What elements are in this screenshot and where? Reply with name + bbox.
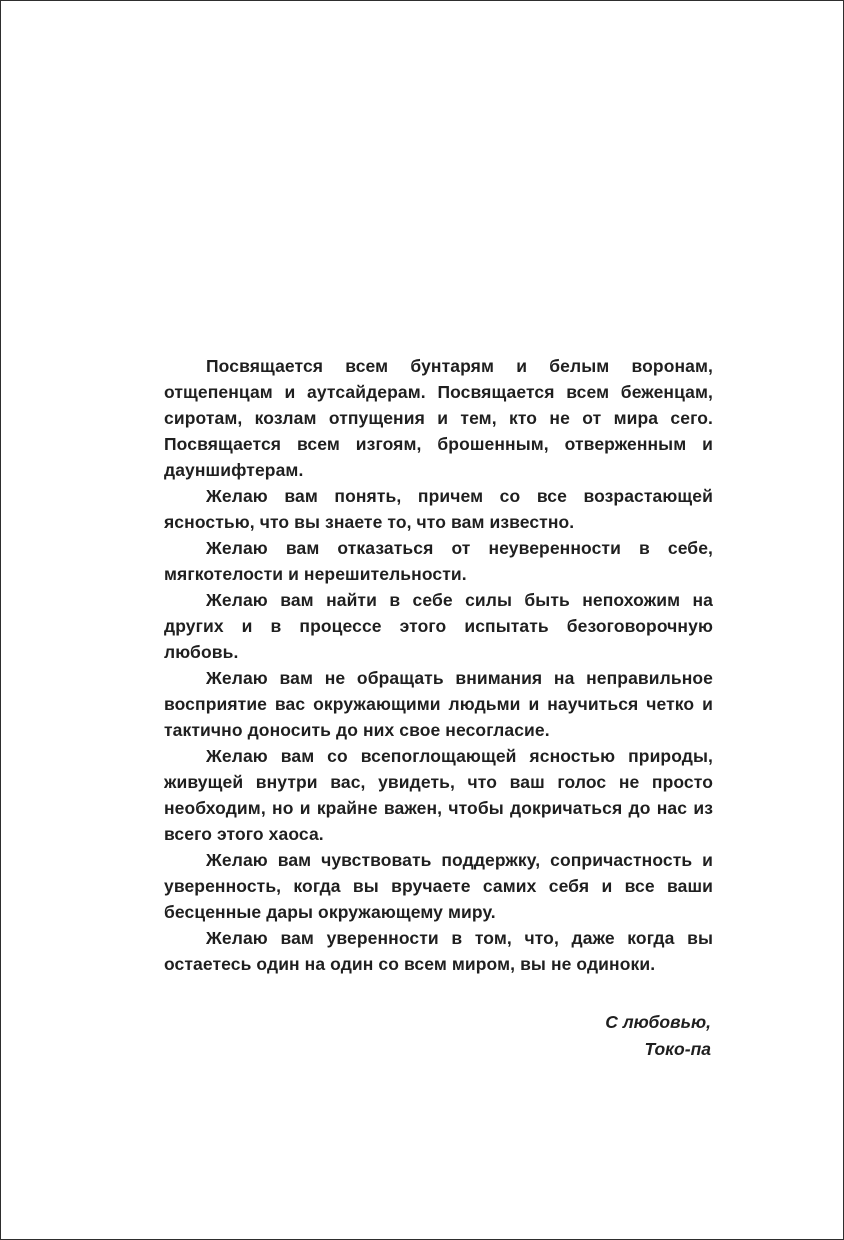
dedication-paragraph: Желаю вам не обращать внимания на неправильное восприятие вас окружающими людьми и научиться четко и тактично доносить до них свое несогласие. bbox=[164, 668, 713, 740]
dedication-paragraph: Желаю вам со всепоглощающей ясностью природы, живущей внутри вас, увидеть, что ваш голос не просто необходим, но и крайне важен, чтобы докричаться до нас из всего этого хаоса. bbox=[164, 746, 713, 844]
dedication-paragraph: Желаю вам чувствовать поддержку, сопричастность и уверенность, когда вы вручаете самих себя и все ваши бесценные дары окружающему миру. bbox=[164, 850, 713, 922]
signature-block bbox=[164, 1009, 713, 1063]
dedication-text-block bbox=[164, 353, 713, 1063]
dedication-paragraph: Желаю вам найти в себе силы быть непохожим на других и в процессе этого испытать безоговорочную любовь. bbox=[164, 590, 713, 662]
dedication-paragraph: Желаю вам понять, причем со все возрастающей ясностью, что вы знаете то, что вам известно. bbox=[164, 486, 713, 532]
dedication-paragraph: Желаю вам уверенности в том, что, даже когда вы остаетесь один на один со всем миром, вы не одиноки. bbox=[164, 928, 713, 974]
dedication-paragraph: Посвящается всем бунтарям и белым воронам, отщепенцам и аутсайдерам. Посвящается всем беженцам, сиротам, козлам отпущения и тем, кто не от мира сего. Посвящается всем изгоям, брошенным, отверженным и дауншифтерам. bbox=[164, 356, 713, 480]
signature-line-2: Токо-па bbox=[644, 1039, 711, 1059]
dedication-paragraph: Желаю вам отказаться от неуверенности в себе, мягкотелости и нерешительности. bbox=[164, 538, 713, 584]
signature-line-1: С любовью, bbox=[605, 1012, 711, 1032]
